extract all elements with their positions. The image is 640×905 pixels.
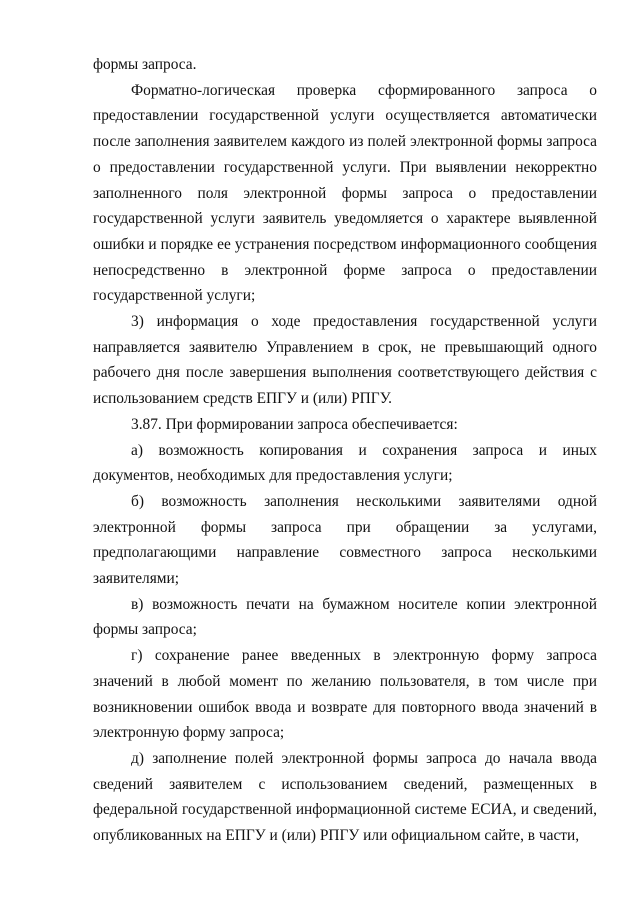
paragraph-format-check: Форматно-логическая проверка сформированного запроса о предоставлении государственной услуги осуществляется автоматически после заполнения заявителем каждого из полей электронной формы запроса о предоставлении государственной услуги. При выявлении некорректно заполненного поля электронной формы запроса о предоставлении государственной услуги заявитель уведомляется о характере выявленной ошибки и порядке ее устранения посредством информационного сообщения непосредственно в электронной форме запроса о предоставлении государственной услуги; <box>93 81 597 305</box>
paragraph-section-3-87: 3.87. При формировании запроса обеспечивается: <box>131 415 458 433</box>
paragraph-item-v: в) возможность печати на бумажном носителе копии электронной формы запроса; <box>93 595 597 639</box>
paragraph-item-b: б) возможность заполнения несколькими заявителями одной электронной формы запроса при обращении за услугами, предполагающими направление совместного запроса несколькими заявителями; <box>93 492 597 588</box>
document-page <box>93 52 597 849</box>
paragraph-item-3: 3) информация о ходе предоставления государственной услуги направляется заявителю Управлением в срок, не превышающий одного рабочего дня после завершения выполнения соответствующего действия с использованием средств ЕПГУ и (или) РПГУ. <box>93 313 597 408</box>
paragraph-continuation: формы запроса. <box>93 56 197 73</box>
paragraph-item-d: д) заполнение полей электронной формы запроса до начала ввода сведений заявителем с использованием сведений, размещенных в федеральной государственной информационной системе ЕСИА, и сведений, опубликованных на ЕПГУ и (или) РПГУ или официальном сайте, в части, <box>93 749 597 845</box>
paragraph-item-g: г) сохранение ранее введенных в электронную форму запроса значений в любой момент по желанию пользователя, в том числе при возникновении ошибок ввода и возврате для повторного ввода значений в электронную форму запроса; <box>93 647 597 742</box>
paragraph-item-a: а) возможность копирования и сохранения запроса и иных документов, необходимых для предоставления услуги; <box>93 441 597 485</box>
